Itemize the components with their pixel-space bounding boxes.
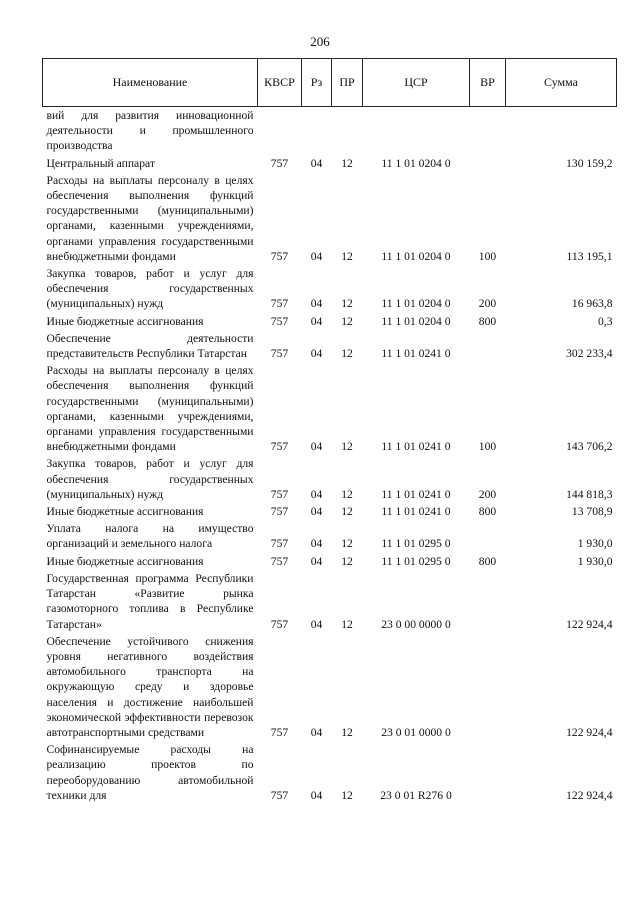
row-rz: 04: [310, 725, 323, 739]
table-row: [43, 314, 617, 331]
row-sum: 130 159,2: [566, 156, 613, 170]
row-csr: 11 1 01 0204 0: [381, 156, 451, 170]
row-name: Иные бюджетные ассигнования: [46, 314, 204, 328]
row-vr: [470, 742, 506, 805]
row-rz: 04: [310, 788, 323, 802]
row-pr: 12: [341, 487, 353, 501]
row-name: Уплата налога на имущество организаций и земельного налога: [46, 522, 254, 551]
row-rz: 04: [310, 347, 323, 361]
header-name: Наименование: [43, 59, 258, 107]
row-vr: [470, 331, 506, 363]
row-pr: 12: [341, 249, 353, 263]
budget-table: [42, 58, 617, 805]
row-pr: 12: [341, 554, 353, 568]
row-csr: 11 1 01 0241 0: [381, 487, 451, 501]
row-sum: 16 963,8: [571, 297, 613, 311]
row-kvsr: 757: [270, 725, 289, 739]
table-row: [43, 571, 617, 634]
row-sum: 122 924,4: [566, 788, 613, 802]
row-pr: 12: [341, 297, 353, 311]
row-csr: 11 1 01 0241 0: [381, 347, 451, 361]
row-csr: 11 1 01 0295 0: [381, 554, 451, 568]
header-kvsr: КВСР: [258, 59, 302, 107]
row-pr: 12: [341, 347, 353, 361]
row-name: Иные бюджетные ассигнования: [46, 554, 204, 568]
row-csr: 11 1 01 0204 0: [381, 314, 451, 328]
header-sum: Сумма: [506, 59, 617, 107]
row-name: Государственная программа Республики Татарстан «Развитие рынка газомоторного топлива в Республике Татарстан»: [46, 571, 254, 631]
row-vr: 800: [478, 554, 497, 568]
row-sum: 113 195,1: [566, 249, 613, 263]
row-vr: 800: [478, 314, 497, 328]
row-pr: 12: [341, 537, 353, 551]
row-vr: [470, 634, 506, 742]
row-pr: 12: [341, 725, 353, 739]
table-row: [43, 634, 617, 742]
row-sum: [506, 107, 617, 156]
row-name: Закупка товаров, работ и услуг для обеспечения государственных (муниципальных) нужд: [46, 457, 254, 501]
row-name: Обеспечение устойчивого снижения уровня негативного воздействия автомобильного транспорта на окружающую среду и здоровье населения и достижение наибольшей экономической эффективности перевозок автотранспортными средствами: [46, 634, 254, 739]
row-rz: [302, 107, 332, 156]
row-name: Закупка товаров, работ и услуг для обеспечения государственных (муниципальных) нужд: [46, 267, 254, 311]
row-sum: 0,3: [598, 314, 613, 328]
header-rz: Рз: [302, 59, 332, 107]
table-header-row: [43, 59, 617, 107]
row-kvsr: 757: [270, 617, 289, 631]
row-sum: 1 930,0: [577, 554, 613, 568]
row-kvsr: 757: [270, 554, 289, 568]
row-csr: [363, 107, 470, 156]
header-vr: ВР: [470, 59, 506, 107]
row-csr: 11 1 01 0204 0: [381, 249, 451, 263]
table-row: [43, 521, 617, 553]
row-rz: 04: [310, 505, 323, 519]
row-kvsr: 757: [270, 347, 289, 361]
row-name: вий для развития инновационной деятельности и промышленного производства: [46, 109, 254, 153]
row-rz: 04: [310, 314, 323, 328]
table-row: [43, 504, 617, 521]
row-sum: 302 233,4: [566, 347, 613, 361]
row-kvsr: 757: [270, 505, 289, 519]
row-rz: 04: [310, 440, 323, 454]
row-sum: 144 818,3: [566, 487, 613, 501]
row-pr: 12: [341, 440, 353, 454]
row-csr: 11 1 01 0241 0: [381, 505, 451, 519]
header-pr: ПР: [332, 59, 363, 107]
row-pr: 12: [341, 617, 353, 631]
row-vr: 100: [478, 440, 497, 454]
row-rz: 04: [310, 156, 323, 170]
table-row: [43, 156, 617, 173]
row-sum: 1 930,0: [577, 537, 613, 551]
row-sum: 13 708,9: [571, 505, 613, 519]
row-name: Софинансируемые расходы на реализацию проектов по переоборудованию автомобильной техники для: [46, 743, 254, 802]
row-name: Обеспечение деятельности представительств Республики Татарстан: [46, 331, 254, 361]
row-pr: 12: [341, 788, 353, 802]
row-pr: 12: [341, 505, 353, 519]
row-vr: 200: [478, 297, 497, 311]
row-name: Иные бюджетные ассигнования: [46, 505, 204, 519]
row-rz: 04: [310, 537, 323, 551]
table-row: [43, 554, 617, 571]
table-row: [43, 456, 617, 504]
row-sum: 122 924,4: [566, 725, 613, 739]
header-csr: ЦСР: [363, 59, 470, 107]
row-csr: 23 0 00 0000 0: [381, 617, 451, 631]
row-rz: 04: [310, 297, 323, 311]
row-kvsr: 757: [270, 537, 289, 551]
table-row: [43, 363, 617, 456]
row-vr: 200: [478, 487, 497, 501]
table-row: [43, 266, 617, 314]
row-rz: 04: [310, 617, 323, 631]
row-csr: 23 0 01 R276 0: [380, 788, 452, 802]
row-kvsr: [258, 107, 302, 156]
row-kvsr: 757: [270, 297, 289, 311]
row-sum: 122 924,4: [566, 617, 613, 631]
row-vr: [470, 521, 506, 553]
row-csr: 11 1 01 0241 0: [381, 440, 451, 454]
table-row: [43, 331, 617, 363]
row-pr: [332, 107, 363, 156]
table-row: [43, 107, 617, 156]
row-pr: 12: [341, 314, 353, 328]
row-csr: 23 0 01 0000 0: [381, 725, 451, 739]
row-vr: [470, 107, 506, 156]
row-kvsr: 757: [270, 156, 289, 170]
row-name: Расходы на выплаты персоналу в целях обеспечения выполнения функций государственными (муниципальными) органами, казенными учреждениями, органами управления государственными внебюджетными фондами: [46, 364, 254, 454]
row-kvsr: 757: [270, 487, 289, 501]
row-kvsr: 757: [270, 249, 289, 263]
row-rz: 04: [310, 249, 323, 263]
table-row: [43, 173, 617, 266]
row-rz: 04: [310, 487, 323, 501]
row-sum: 143 706,2: [566, 440, 613, 454]
row-pr: 12: [341, 156, 353, 170]
row-csr: 11 1 01 0295 0: [381, 537, 451, 551]
row-vr: [470, 156, 506, 173]
row-vr: 800: [478, 505, 497, 519]
row-kvsr: 757: [270, 440, 289, 454]
row-csr: 11 1 01 0204 0: [381, 297, 451, 311]
row-vr: [470, 571, 506, 634]
row-name: Расходы на выплаты персоналу в целях обеспечения выполнения функций государственными (муниципальными) органами, казенными учреждениями, органами управления государственными внебюджетными фондами: [46, 173, 254, 263]
row-rz: 04: [310, 554, 323, 568]
row-kvsr: 757: [270, 788, 289, 802]
row-name: Центральный аппарат: [46, 156, 155, 170]
row-kvsr: 757: [270, 314, 289, 328]
table-row: [43, 742, 617, 805]
row-vr: 100: [478, 249, 497, 263]
page-number: 206: [310, 34, 330, 49]
